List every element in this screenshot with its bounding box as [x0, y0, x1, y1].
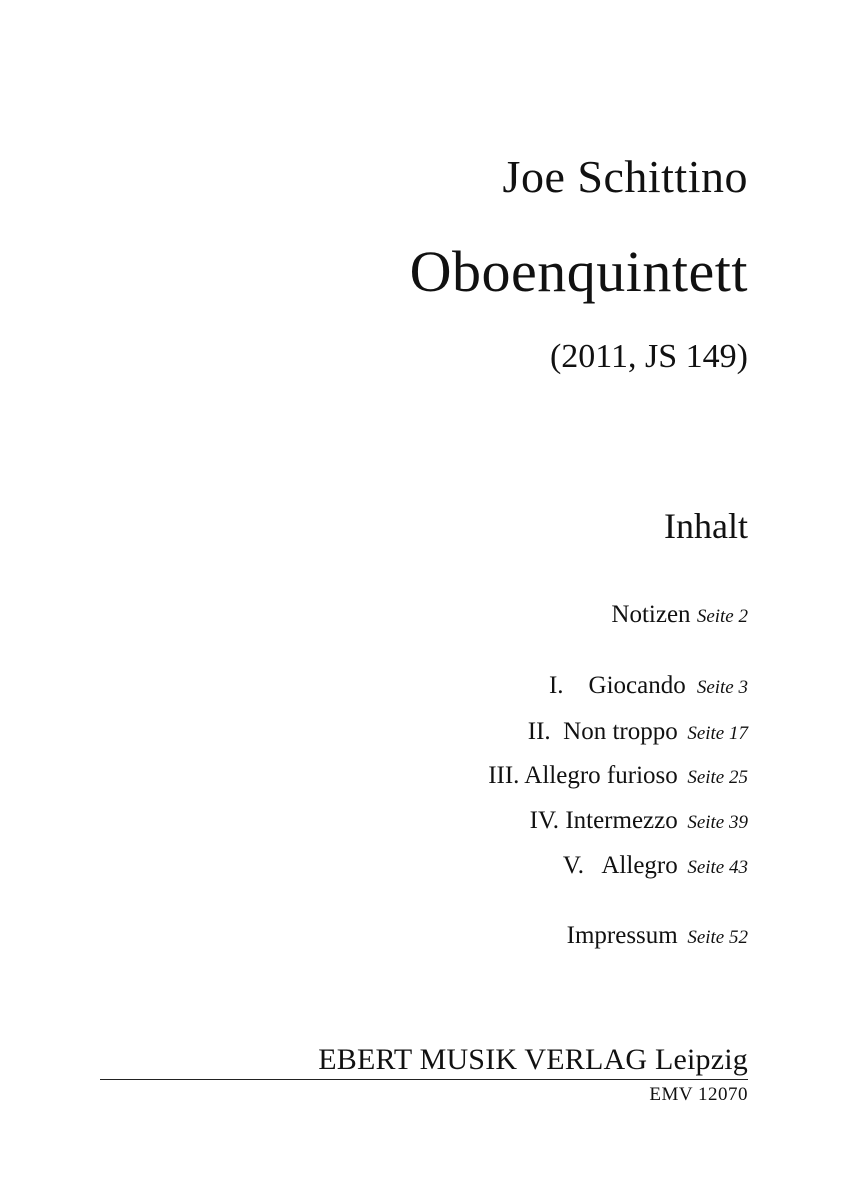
movement-numeral: IV. — [529, 807, 560, 834]
toc-entry-movement-5 — [563, 853, 748, 878]
footer-divider — [100, 1079, 748, 1080]
movement-label: Allegro — [601, 852, 678, 879]
toc-entry-movement-2 — [528, 719, 748, 744]
movement-label: Intermezzo — [565, 807, 678, 834]
toc-entry-page: Seite 17 — [687, 723, 748, 744]
movement-numeral: II. — [527, 718, 551, 745]
toc-entry-label: Impressum — [566, 922, 678, 949]
toc-entry-movement-3 — [488, 763, 748, 788]
toc-entry-page: Seite 39 — [687, 812, 748, 833]
toc-entry-movement-1 — [549, 673, 748, 698]
movement-label: Giocando — [588, 672, 686, 699]
toc-entry-label: Notizen — [611, 601, 691, 628]
toc-entry-notes — [611, 602, 748, 627]
toc-entry-page: Seite 43 — [687, 857, 748, 878]
movement-label: Allegro furioso — [524, 762, 678, 789]
publisher-name: EBERT MUSIK VERLAG Leipzig — [318, 1043, 748, 1076]
movement-numeral: V. — [562, 852, 584, 879]
movement-numeral: III. — [488, 762, 520, 789]
toc-entry-page: Seite 3 — [696, 677, 748, 698]
edition-number: EMV 12070 — [649, 1084, 748, 1105]
toc-entry-impressum — [567, 923, 748, 948]
toc-entry-movement-4 — [530, 808, 748, 833]
work-title: Oboenquintett — [409, 239, 748, 304]
composer-name: Joe Schittino — [502, 151, 748, 202]
movement-numeral: I. — [548, 672, 564, 699]
movement-label: Non troppo — [563, 718, 678, 745]
toc-heading: Inhalt — [664, 506, 748, 546]
toc-entry-page: Seite 2 — [696, 606, 748, 627]
work-info: (2011, JS 149) — [549, 338, 748, 375]
toc-entry-page: Seite 25 — [687, 767, 748, 788]
toc-entry-page: Seite 52 — [687, 927, 748, 948]
